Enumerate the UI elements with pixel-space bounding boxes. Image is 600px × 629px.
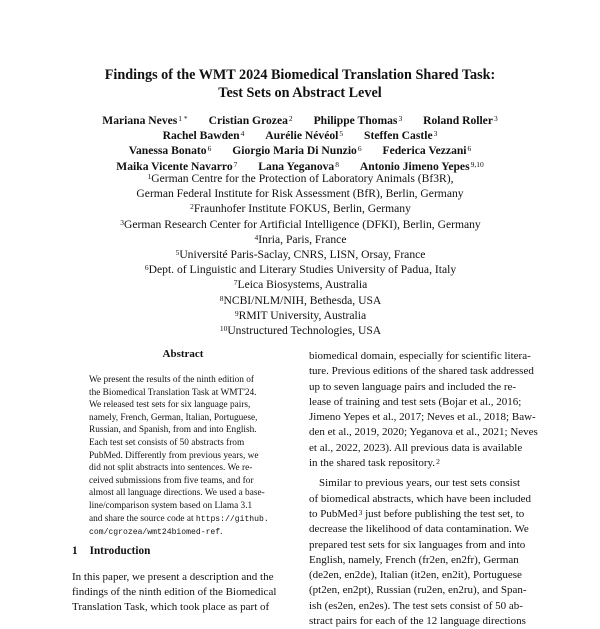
body-line: stract pairs for each of the 12 language directions bbox=[309, 615, 526, 628]
body-line: of biomedical abstracts, which have been included bbox=[309, 492, 532, 505]
affiliation: $^1$German Centre for the Protection of Laboratory Animals (Bf3R), bbox=[147, 172, 454, 185]
author: Rachel Bawden$^4$ bbox=[162, 129, 245, 143]
abstract-line: We present the results of the ninth edition of bbox=[89, 375, 255, 385]
abstract-line: ceived submissions from five teams, and for bbox=[89, 475, 254, 486]
abstract-line: the Biomedical Translation Task at WMT'24. bbox=[89, 387, 257, 398]
footnote-marker: 3 bbox=[358, 507, 363, 517]
body-line: decrease the likelihood of data contamination. We bbox=[309, 523, 529, 536]
body-line: English, namely, French (fr2en, en2fr), German bbox=[309, 553, 519, 566]
abstract-line: com/cgrozea/wmt24biomed-ref. bbox=[89, 527, 223, 538]
title-line-1: Findings of the WMT 2024 Biomedical Translation Shared Task: bbox=[104, 67, 496, 83]
right-column-text bbox=[309, 349, 538, 629]
affiliation: $^3$German Research Center for Artificial Intelligence (DFKI), Berlin, Germany bbox=[120, 217, 481, 231]
author: Mariana Neves$^{1 *}$ bbox=[102, 114, 188, 127]
author-list bbox=[0, 113, 600, 174]
affiliation: $^4$Inria, Paris, France bbox=[254, 232, 347, 246]
body-line: to PubMed$^3$ just before publishing the test set, to bbox=[309, 507, 525, 520]
author: Vanessa Bonato$^6$ bbox=[128, 144, 212, 158]
section-heading-introduction bbox=[72, 545, 150, 557]
abstract-heading: Abstract bbox=[162, 348, 204, 360]
affiliation: $^{10}$Unstructured Technologies, USA bbox=[219, 324, 382, 338]
source-code-link[interactable]: https://github. bbox=[195, 514, 269, 524]
author-row bbox=[0, 128, 600, 143]
author: Federica Vezzani$^6$ bbox=[382, 144, 472, 158]
body-line: lease of training and test sets (Bojar et al., 2016; bbox=[309, 395, 522, 408]
author: Cristian Grozea$^2$ bbox=[208, 114, 293, 127]
title-line-2: Test Sets on Abstract Level bbox=[218, 85, 382, 101]
affiliation: $^5$Université Paris-Saclay, CNRS, LISN, Orsay, France bbox=[175, 248, 426, 262]
affiliation: $^9$RMIT University, Australia bbox=[234, 308, 367, 322]
author: Philippe Thomas$^3$ bbox=[313, 114, 403, 127]
section-number: 1 bbox=[72, 545, 78, 557]
abstract-line: line/comparison system based on Llama 3.1 bbox=[89, 500, 253, 511]
body-line: (pt2en, en2pt), Russian (ru2en, en2ru), and Span- bbox=[309, 584, 527, 597]
body-line: up to seven language pairs and included the re- bbox=[309, 380, 517, 393]
author: Steffen Castle$^3$ bbox=[364, 129, 438, 143]
body-line: ish (es2en, en2es). The test sets consist of 50 ab- bbox=[309, 599, 523, 612]
abstract-line: did not split abstracts into sentences. We re- bbox=[89, 463, 253, 474]
author: Maika Vicente Navarro$^7$ bbox=[116, 159, 238, 173]
body-line: et al., 2022, 2023). All previous data is available bbox=[309, 441, 523, 454]
abstract-line: We released test sets for six language pairs, bbox=[89, 400, 251, 411]
author: Lana Yeganova$^8$ bbox=[258, 159, 339, 173]
abstract-body bbox=[89, 374, 280, 540]
body-line: (de2en, en2de), Italian (it2en, en2it), Portuguese bbox=[309, 569, 522, 582]
author-row bbox=[0, 143, 600, 158]
author: Roland Roller$^3$ bbox=[423, 114, 498, 127]
author: Aurélie Névéol$^5$ bbox=[265, 129, 344, 143]
source-code-link-cont[interactable]: com/cgrozea/wmt24biomed-ref bbox=[89, 528, 221, 538]
affiliation: $^7$Leica Biosystems, Australia bbox=[233, 278, 368, 292]
affiliation: $^8$NCBI/NLM/NIH, Bethesda, USA bbox=[219, 293, 382, 307]
abstract-line: Russian, and Spanish, from and into English. bbox=[89, 425, 257, 436]
intro-line: Translation Task, which took place as part of bbox=[72, 601, 270, 614]
abstract-line: namely, French, German, Italian, Portuguese, bbox=[89, 412, 258, 423]
body-line: Jimeno Yepes et al., 2017; Neves et al., 2018; Baw- bbox=[309, 411, 536, 424]
body-line: ture. Previous editions of the shared task addressed bbox=[309, 365, 534, 378]
affiliation: German Federal Institute for Risk Assessment (BfR), Berlin, Germany bbox=[136, 187, 464, 201]
intro-line: findings of the ninth edition of the Biomedical bbox=[72, 586, 277, 599]
body-line: in the shared task repository.$^2$ bbox=[309, 457, 440, 470]
section-title: Introduction bbox=[89, 545, 151, 557]
abstract-line: almost all language directions. We used a base- bbox=[89, 488, 265, 499]
paper-title bbox=[0, 66, 600, 102]
affiliation-list bbox=[0, 171, 600, 338]
introduction-text bbox=[72, 570, 294, 616]
footnote-marker: 2 bbox=[436, 457, 440, 467]
body-line: prepared test sets for six languages from and into bbox=[309, 538, 526, 551]
author: Antonio Jimeno Yepes$^{9,10}$ bbox=[359, 159, 484, 173]
intro-line: In this paper, we present a description and the bbox=[72, 571, 274, 583]
abstract-line: PubMed. Differently from previous years, we bbox=[89, 450, 259, 461]
author-row bbox=[0, 113, 600, 128]
body-line: Similar to previous years, our test sets consist bbox=[319, 477, 521, 490]
affiliation: $^2$Fraunhofer Institute FOKUS, Berlin, Germany bbox=[190, 202, 411, 216]
body-line: den et al., 2019, 2020; Yeganova et al., 2021; Neves bbox=[309, 426, 538, 439]
body-line: biomedical domain, especially for scientific litera- bbox=[309, 350, 531, 362]
abstract-line: and share the source code at https://github. bbox=[89, 513, 269, 524]
affiliation: $^6$Dept. of Linguistic and Literary Studies University of Padua, Italy bbox=[144, 263, 457, 277]
author: Giorgio Maria Di Nunzio$^6$ bbox=[232, 144, 362, 158]
abstract-line: Each test set consists of 50 abstracts from bbox=[89, 437, 245, 448]
